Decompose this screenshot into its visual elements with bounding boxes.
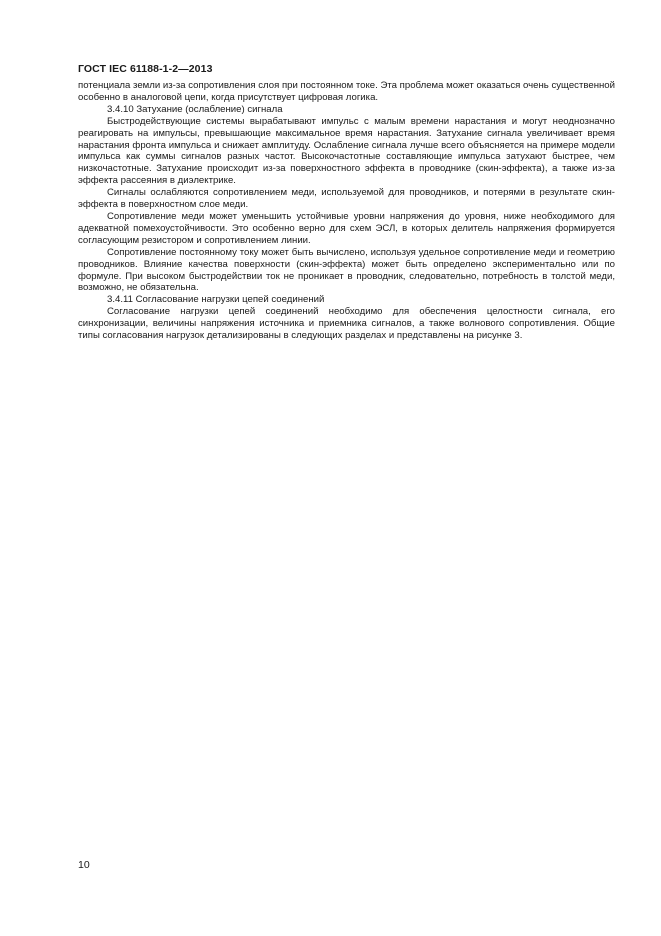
document-header: ГОСТ IEC 61188-1-2—2013 (78, 63, 213, 75)
paragraph: Сопротивление меди может уменьшить устойчивые уровни напряжения до уровня, ниже необходимого для адекватной помехоустойчивости. Это особенно верно для схем ЭСЛ, в которых делитель напряжения формируется согласующим резистором и сопротивлением линии. (78, 210, 615, 246)
paragraph: Быстродействующие системы вырабатывают импульс с малым времени нарастания и могут неоднозначно реагировать на импульсы, превышающие максимальное время нарастания. Затухание сигнала увеличивает время нарастания фронта импульса и снижает амплитуду. Ослабление сигнала лучше всего объясняется на примере модели импульса как суммы сигналов разных частот. Высокочастотные составляющие импульса затухают быстрее, чем низкочастотные. Затухание происходит из-за поверхностного эффекта в проводнике (скин-эффекта), а также из-за эффекта рассеяния в диэлектрике. (78, 115, 615, 187)
section-heading-3-4-11: 3.4.11 Согласование нагрузки цепей соединений (107, 294, 325, 306)
page-number: 10 (78, 859, 90, 871)
section-heading-3-4-10: 3.4.10 Затухание (ослабление) сигнала (107, 103, 283, 115)
page-body (78, 80, 615, 342)
paragraph-continuation: потенциала земли из-за сопротивления слоя при постоянном токе. Эта проблема может оказаться очень существенной особенно в аналоговой цепи, когда присутствует цифровая логика. (78, 80, 615, 103)
paragraph: Сигналы ослабляются сопротивлением меди, используемой для проводников, и потерями в результате скин-эффекта в поверхностном слое меди. (78, 187, 615, 211)
paragraph: Сопротивление постоянному току может быть вычислено, используя удельное сопротивление меди и геометрию проводников. Влияние качества поверхности (скин-эффекта) может быть определено экспериментально или по формуле. При высоком быстродействии ток не проникает в проводник, следовательно, потребность в толстой меди, возможно, не обязательна. (78, 246, 615, 294)
paragraph: Согласование нагрузки цепей соединений необходимо для обеспечения целостности сигнала, его синхронизации, величины напряжения источника и приемника сигналов, а также волнового сопротивления. Общие типы согласования нагрузок детализированы в следующих разделах и представлены на рисунке 3. (78, 306, 615, 342)
